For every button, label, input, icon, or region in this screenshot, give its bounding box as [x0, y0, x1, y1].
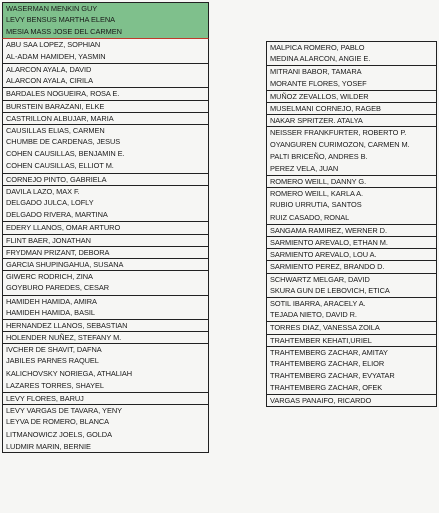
name-row: SKURA GUN DE LEBOVICH, ETICA — [266, 285, 437, 297]
name-row: TRAHTEMBER KEHATI,URIEL — [266, 334, 437, 346]
name-row: CORNEJO PINTO, GABRIELA — [2, 173, 209, 185]
name-row: HAMIDEH HAMIDA, AMIRA — [2, 295, 209, 307]
name-row: GARCIA SHUPINGAHUA, SUSANA — [2, 258, 209, 270]
name-row: EDERY LLANOS, OMAR ARTURO — [2, 221, 209, 233]
name-row: SARMIENTO AREVALO, LOU A. — [266, 248, 437, 260]
name-row: HOLENDER NUÑEZ, STEFANY M. — [2, 331, 209, 343]
name-row: PEREZ VELA, JUAN — [266, 163, 437, 175]
name-row: SARMIENTO AREVALO, ETHAN M. — [266, 236, 437, 248]
name-row: TRAHTEMBERG ZACHAR, AMITAY — [266, 346, 437, 358]
name-row: MEDINA ALARCON, ANGIE E. — [266, 53, 437, 65]
name-row: SANGAMA RAMIREZ, WERNER D. — [266, 224, 437, 236]
name-row: VARGAS PANAIFO, RICARDO — [266, 394, 437, 406]
name-row: MUÑOZ ZEVALLOS, WILDER — [266, 90, 437, 102]
name-row: LEVY FLORES, BARUJ — [2, 392, 209, 404]
name-row: MORANTE FLORES, YOSEF — [266, 78, 437, 90]
name-row: TORRES DIAZ, VANESSA ZOILA — [266, 321, 437, 333]
name-row: MITRANI BABOR, TAMARA — [266, 65, 437, 77]
name-row: TEJADA NIETO, DAVID R. — [266, 309, 437, 321]
right-name-column — [266, 41, 437, 407]
name-row: NAKAR SPRITZER. ATALYA — [266, 114, 437, 126]
name-row: OYANGUREN CURIMOZON, CARMEN M. — [266, 139, 437, 151]
name-row: COHEN CAUSILLAS, BENJAMIN E. — [2, 148, 209, 160]
name-row: RUIZ CASADO, RONAL — [266, 212, 437, 224]
highlighted-name-row: MESIA MASS JOSE DEL CARMEN — [2, 26, 209, 38]
name-row: HAMIDEH HAMIDA, BASIL — [2, 307, 209, 319]
name-row: ALARCON AYALA, CIRILA — [2, 75, 209, 87]
name-row: LEYVA DE ROMERO, BLANCA — [2, 416, 209, 428]
name-row: GOYBURO PAREDES, CESAR — [2, 282, 209, 294]
name-row: TRAHTEMBERG ZACHAR, EVYATAR — [266, 370, 437, 382]
name-row: LUDMIR MARIN, BERNIE — [2, 441, 209, 453]
name-row: AL-ADAM HAMIDEH, YASMIN — [2, 51, 209, 63]
name-row: COHEN CAUSILLAS, ELLIOT M. — [2, 160, 209, 172]
name-row: TRAHTEMBERG ZACHAR, ELIOR — [266, 358, 437, 370]
name-row: MUSELMANI CORNEJO, RAGEB — [266, 102, 437, 114]
name-row: SOTIL IBARRA, ARACELY A. — [266, 297, 437, 309]
name-row: DELGADO JULCA, LOFLY — [2, 197, 209, 209]
name-row: JABILES PARNES RAQUEL — [2, 355, 209, 367]
name-row: CHUMBE DE CARDENAS, JESUS — [2, 136, 209, 148]
name-row: GIWERC RODRICH, ZINA — [2, 270, 209, 282]
name-row: CASTRILLON ALBUJAR, MARIA — [2, 112, 209, 124]
name-row: IVCHER DE SHAVIT, DAFNA — [2, 343, 209, 355]
name-row: ALARCON AYALA, DAVID — [2, 63, 209, 75]
name-row: NEISSER FRANKFURTER, ROBERTO P. — [266, 126, 437, 138]
name-row: SCHWARTZ MELGAR, DAVID — [266, 273, 437, 285]
name-row: BURSTEIN BARAZANI, ELKE — [2, 100, 209, 112]
name-row: DELGADO RIVERA, MARTINA — [2, 209, 209, 221]
name-row: HERNANDEZ LLANOS, SEBASTIAN — [2, 319, 209, 331]
name-row: FLINT BAER, JONATHAN — [2, 234, 209, 246]
name-row: ROMERO WEILL, KARLA A. — [266, 187, 437, 199]
name-row: MALPICA ROMERO, PABLO — [266, 41, 437, 53]
name-row: LEVY VARGAS DE TAVARA, YENY — [2, 404, 209, 416]
name-row: FRYDMAN PRIZANT, DEBORA — [2, 246, 209, 258]
left-name-column — [2, 2, 209, 453]
name-row: TRAHTEMBERG ZACHAR, OFEK — [266, 382, 437, 394]
name-row: CAUSILLAS ELIAS, CARMEN — [2, 124, 209, 136]
name-row: BARDALES NOGUEIRA, ROSA E. — [2, 87, 209, 99]
name-row: KALICHOVSKY NORIEGA, ATHALIAH — [2, 368, 209, 380]
name-row: ROMERO WEILL, DANNY G. — [266, 175, 437, 187]
name-row: LITMANOWICZ JOELS, GOLDA — [2, 429, 209, 441]
name-row: RUBIO URRUTIA, SANTOS — [266, 199, 437, 211]
name-row: PALTI BRICEÑO, ANDRES B. — [266, 151, 437, 163]
highlighted-name-row: WASERMAN MENKIN GUY — [2, 2, 209, 14]
name-row: LAZARES TORRES, SHAYEL — [2, 380, 209, 392]
name-row: DAVILA LAZO, MAX F. — [2, 185, 209, 197]
name-row: ABU SAA LOPEZ, SOPHIAN — [2, 39, 209, 51]
highlighted-name-row: LEVY BENSUS MARTHA ELENA — [2, 14, 209, 26]
name-row: SARMIENTO PEREZ, BRANDO D. — [266, 260, 437, 272]
